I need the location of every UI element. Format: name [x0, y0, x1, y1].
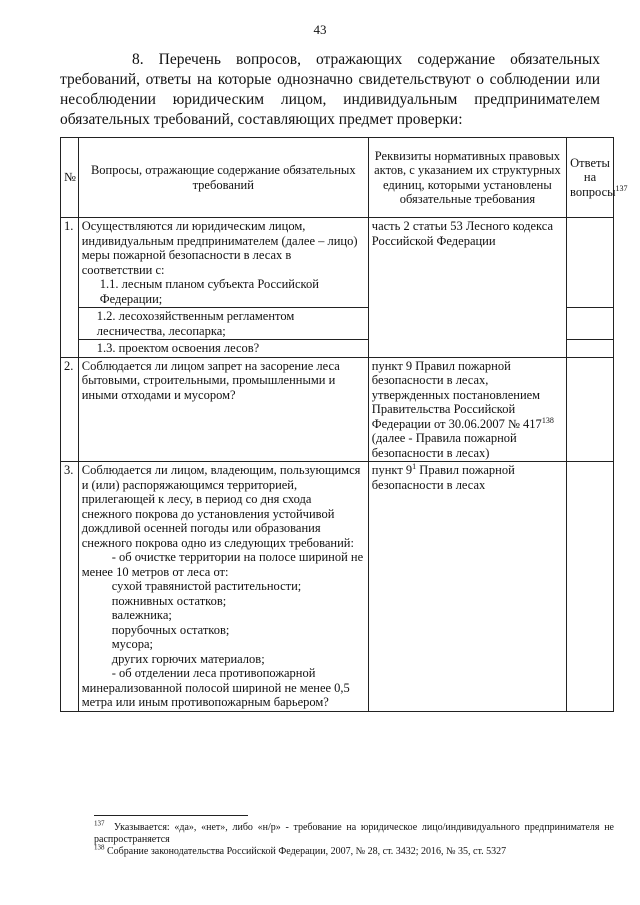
- row-3-item-a: - об очистке территории на полосе шириной не менее 10 метров от леса от:: [81, 550, 364, 579]
- row-3-list-item: сухой травянистой растительности;: [111, 579, 302, 593]
- row-2-requisite-main: пункт 9 Правил пожарной безопасности в лесах, утвержденных постановлением Правительства Российской Федерации от 30.06.2007 № 417: [371, 358, 542, 431]
- row-3-list-item: порубочных остатков;: [111, 622, 230, 637]
- row-3-list-item: пожнивных остатков;: [111, 593, 227, 608]
- row-1-sub-2: 1.2. лесохозяйственным регламентом лесничества, лесопарка;: [78, 308, 368, 340]
- footnotes: [94, 819, 614, 858]
- requirements-checklist-table: [60, 137, 628, 712]
- row-3-requisite-tail: Правил пожарной безопасности в лесах: [371, 463, 515, 492]
- header-answers: [567, 138, 628, 218]
- footnote-138: [94, 843, 614, 858]
- header-answers-footnote-ref: 137: [615, 183, 628, 193]
- footnote-138-mark: 138: [94, 843, 105, 852]
- row-3-question-text: Соблюдается ли лицом, владеющим, пользующимся и (или) распоряжающимся территорией, прилегающей к лесу, в период со дня схода снежного покрова до установления устойчивой дождливой осенней погоды или образования снежного покрова одно из следующих требований:: [81, 463, 361, 550]
- row-3-item-b: - об отделении леса противопожарной минерализованной полосой шириной не менее 0,5 метра или иным противопожарным барьером?: [81, 666, 350, 709]
- row-3-list-item: мусора;: [111, 637, 153, 651]
- row-2-requisite-tail: (далее - Правила пожарной безопасности в лесах): [371, 431, 517, 460]
- row-1-number: 1.: [61, 218, 79, 358]
- row-2-question: Соблюдается ли лицом запрет на засорение леса бытовыми, строительными, промышленными и иными отходами и мусором?: [78, 357, 368, 462]
- row-1-answer-1[interactable]: [567, 218, 614, 308]
- row-1-answer-3[interactable]: [567, 340, 614, 358]
- section-intro-paragraph: 8. Перечень вопросов, отражающих содержание обязательных требований, ответы на которые однозначно свидетельствуют о соблюдении или несоблюдении юридическим лицом, индивидуальным предпринимателем обязательных требований, составляющих предмет проверки:: [60, 51, 600, 128]
- row-3-list-item: валежника;: [111, 608, 172, 622]
- row-3-requisite-main: пункт 9: [371, 463, 413, 477]
- row-3-list-item: других горючих материалов;: [111, 651, 265, 666]
- row-1-sub-3: 1.3. проектом освоения лесов?: [78, 340, 368, 358]
- row-3-requisite-sup: 1: [412, 461, 417, 471]
- footnote-138-text: Собрание законодательства Российской Федерации, 2007, № 28, ст. 3432; 2016, № 35, ст. 5327: [107, 846, 507, 857]
- footnote-137-mark: 137: [94, 819, 105, 828]
- table-row: [61, 462, 614, 712]
- row-2-footnote-ref: 138: [541, 415, 554, 425]
- page-number: 43: [313, 22, 327, 37]
- row-1-requisite: часть 2 статьи 53 Лесного кодекса Российской Федерации: [368, 218, 566, 358]
- footnote-137: [94, 819, 614, 846]
- header-answers-text: Ответы на вопросы: [570, 155, 616, 199]
- table-row: [61, 218, 614, 308]
- row-3-number: 3.: [61, 462, 79, 712]
- footnote-137-text: Указывается: «да», «нет», либо «н/р» - требование на юридическое лицо/индивидуального предпринимателя не распространяется: [94, 822, 614, 845]
- header-questions: Вопросы, отражающие содержание обязательных требований: [78, 138, 368, 218]
- row-2-number: 2.: [61, 357, 79, 462]
- row-1-question-text: Осуществляются ли юридическим лицом, индивидуальным предпринимателем (далее – лицо) меры пожарной безопасности в лесах в соответствии с:: [81, 219, 358, 277]
- row-3-question: [78, 462, 368, 712]
- footnote-divider: [94, 815, 248, 816]
- row-2-requisite: [368, 357, 566, 462]
- row-1-answer-2[interactable]: [567, 308, 614, 340]
- row-3-requisite: [368, 462, 566, 712]
- table-row: [61, 357, 614, 462]
- header-number: №: [61, 138, 79, 218]
- header-requisites: Реквизиты нормативных правовых актов, с указанием их структурных единиц, которыми установлены обязательные требования: [368, 138, 566, 218]
- row-3-answer[interactable]: [567, 462, 614, 712]
- row-1-question: [78, 218, 368, 308]
- row-2-answer[interactable]: [567, 357, 614, 462]
- table-header-row: [61, 138, 614, 218]
- row-1-sub-1: 1.1. лесным планом субъекта Российской Федерации;: [99, 277, 319, 306]
